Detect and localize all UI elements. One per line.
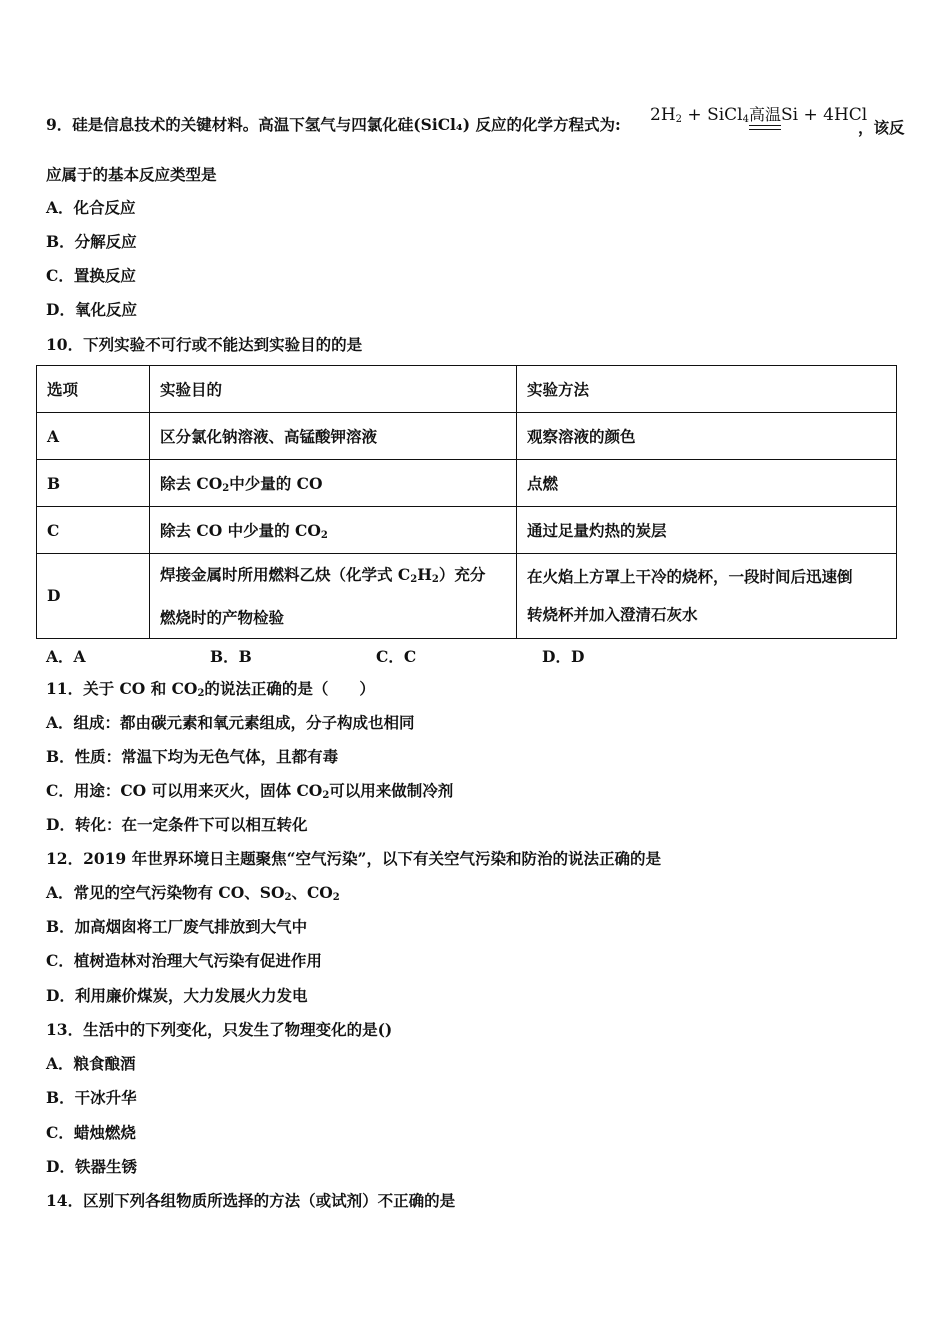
row-a-option: A: [37, 413, 150, 460]
q11-stem-sub: 2: [197, 688, 205, 699]
q9-option-b: B．分解反应: [46, 232, 137, 251]
q12-stem: 12．2019 年世界环境日主题聚焦“空气污染”，以下有关空气污染和防治的说法正确的是: [46, 849, 661, 868]
table-row: [37, 554, 897, 639]
q11-option-b: B．性质：常温下均为无色气体，且都有毒: [46, 747, 339, 766]
experiment-table: [36, 365, 897, 639]
table-header-row: [37, 366, 897, 413]
row-d-goal-mid: H: [417, 564, 432, 584]
table-row: [37, 460, 897, 507]
q10-option-a: A．A: [46, 647, 86, 666]
row-c-goal-a: 除去 CO 中少量的 CO: [160, 521, 321, 540]
row-d-method: [517, 554, 897, 639]
q9-tail: ，该反: [858, 118, 905, 137]
row-d-method-line2: 转烧杯并加入澄清石灰水: [527, 605, 698, 624]
q10-option-d: D．D: [542, 647, 585, 666]
q11-stem-b: 的说法正确的是（ ）: [204, 679, 375, 698]
q12-option-b: B．加高烟囱将工厂废气排放到大气中: [46, 917, 308, 936]
q12-option-a-sub1: 2: [284, 892, 292, 903]
eq-sub2: 4: [742, 114, 749, 125]
row-b-method: 点燃: [517, 460, 897, 507]
q13-stem: 13．生活中的下列变化，只发生了物理变化的是(): [46, 1020, 393, 1039]
q14-stem: 14．区别下列各组物质所选择的方法（或试剂）不正确的是: [46, 1191, 456, 1210]
q11-option-c-a: C．用途：CO 可以用来灭火，固体 CO: [46, 781, 323, 800]
row-b-goal-sub: 2: [222, 483, 230, 494]
q13-option-d: D．铁器生锈: [46, 1157, 137, 1176]
q10-option-b: B．B: [210, 647, 252, 666]
q11-option-c-b: 可以用来做制冷剂: [329, 781, 454, 800]
row-d-goal: [150, 554, 517, 639]
eq-plus1: + SiCl: [682, 105, 743, 125]
row-d-option: D: [37, 554, 150, 639]
row-b-goal-b: 中少量的 CO: [229, 474, 323, 493]
header-option: 选项: [37, 366, 150, 413]
row-d-goal-b: ）充分: [438, 564, 486, 584]
q11-option-a: A．组成：都由碳元素和氧元素组成，分子构成也相同: [46, 713, 415, 732]
row-a-method: 观察溶液的颜色: [517, 413, 897, 460]
q12-option-a-a: A．常见的空气污染物有 CO、SO: [46, 883, 285, 902]
q13-option-a: A．粮食酿酒: [46, 1054, 136, 1073]
row-d-goal-sub1: 2: [410, 573, 418, 585]
eq-sub1: 2: [675, 114, 683, 125]
q12-option-a-sub2: 2: [332, 892, 340, 903]
row-b-goal: [150, 460, 517, 507]
row-d-goal-line2: 燃烧时的产物检验: [160, 607, 285, 627]
table-row: [37, 507, 897, 554]
q10-stem: 10．下列实验不可行或不能达到实验目的的是: [46, 335, 363, 354]
row-c-goal-sub: 2: [320, 530, 328, 541]
q13-option-b: B．干冰升华: [46, 1088, 137, 1107]
table-row: [37, 413, 897, 460]
q11-option-c-sub: 2: [322, 790, 330, 801]
q9-option-a: A．化合反应: [46, 198, 136, 217]
q9-equation: [650, 102, 867, 125]
row-c-option: C: [37, 507, 150, 554]
row-b-option: B: [37, 460, 150, 507]
eq-condition: 高温: [749, 102, 781, 125]
header-goal: 实验目的: [150, 366, 517, 413]
row-c-method: 通过足量灼热的炭层: [517, 507, 897, 554]
q13-option-c: C．蜡烛燃烧: [46, 1123, 136, 1142]
eq-rhs: Si + 4HCl: [781, 105, 868, 125]
q12-option-a: [46, 883, 340, 908]
row-d-goal-sub2: 2: [431, 573, 439, 585]
q11-option-c: [46, 781, 453, 806]
q11-stem-a: 11．关于 CO 和 CO: [46, 679, 198, 698]
q9-option-c: C．置换反应: [46, 266, 136, 285]
row-a-goal: 区分氯化钠溶液、高锰酸钾溶液: [150, 413, 517, 460]
q10-option-c: C．C: [376, 647, 417, 666]
row-c-goal: [150, 507, 517, 554]
q12-option-a-b: 、CO: [291, 883, 333, 902]
q11-stem: [46, 679, 375, 704]
row-d-goal-a: 焊接金属时所用燃料乙炔（化学式 C: [160, 564, 411, 584]
q9-stem2: 应属于的基本反应类型是: [46, 165, 217, 184]
q12-option-d: D．利用廉价煤炭，大力发展火力发电: [46, 986, 308, 1005]
q9-option-d: D．氧化反应: [46, 300, 137, 319]
q9-stem: 9．硅是信息技术的关键材料。高温下氢气与四氯化硅(SiCl₄) 反应的化学方程式为:: [46, 115, 621, 134]
q11-option-d: D．转化：在一定条件下可以相互转化: [46, 815, 308, 834]
row-d-method-line1: 在火焰上方罩上干冷的烧杯，一段时间后迅速倒: [527, 567, 853, 586]
row-b-goal-a: 除去 CO: [160, 474, 223, 493]
header-method: 实验方法: [517, 366, 897, 413]
q12-option-c: C．植树造林对治理大气污染有促进作用: [46, 951, 322, 970]
eq-lhs1: 2H: [650, 105, 676, 125]
